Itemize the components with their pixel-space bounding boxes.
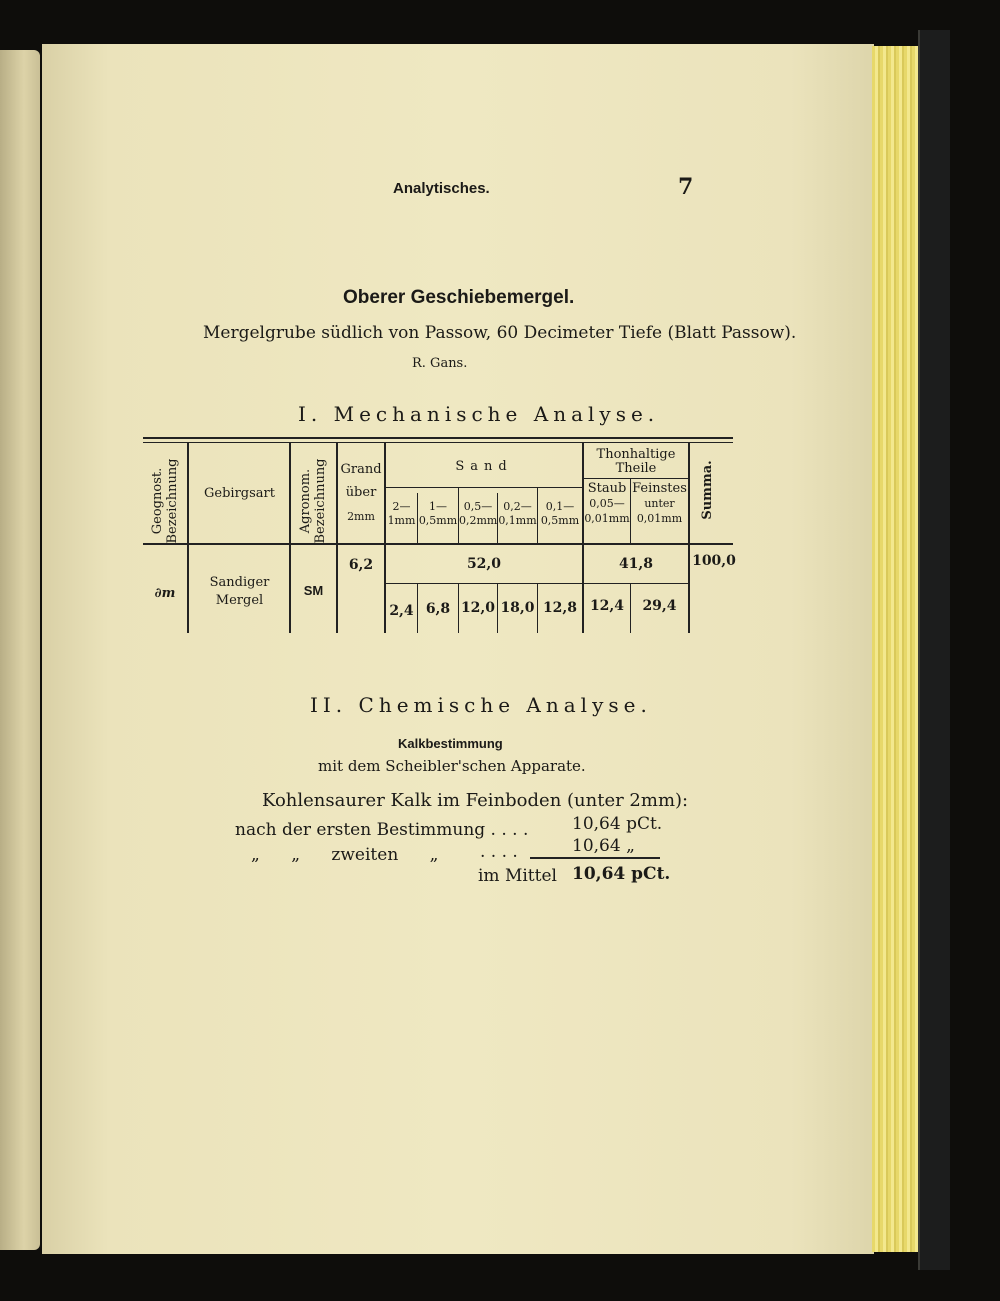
col-thon-2: Theile (615, 461, 657, 476)
sand-sub-5b: 0,5mm (540, 514, 580, 527)
sand-sub-1b: 1mm (387, 514, 416, 527)
section-chemische: II. Chemische Analyse. (310, 693, 652, 717)
sand-sub-1a: 2— (392, 500, 411, 513)
sand-sub-2b: 0,5mm (418, 514, 458, 527)
sand-sub-2a: 1— (429, 500, 447, 513)
left-page-edge (0, 50, 40, 1250)
col-gebirgsart: Gebirgsart (204, 486, 275, 501)
mean-label: im Mittel (478, 866, 557, 886)
sand-sub-4a: 0,2— (503, 500, 532, 513)
feinstes-1: Feinstes (632, 481, 687, 496)
sand-sub-4b: 0,1mm (498, 514, 537, 527)
sand-value-5: 12,8 (542, 600, 578, 616)
staub-3: 0,01mm (584, 512, 630, 525)
line2-label: „ „ zweiten „ (251, 845, 439, 865)
kalk-intro: Kohlensaurer Kalk im Feinboden (unter 2mm): (262, 790, 689, 811)
col-grand-2: über (345, 485, 377, 500)
line1-label: nach der ersten Bestimmung . . . . (235, 820, 529, 840)
row-agronom: SM (303, 583, 324, 598)
sand-sub-3b: 0,2mm (459, 514, 498, 527)
col-sand: Sand (455, 459, 513, 474)
subtitle: Mergelgrube südlich von Passow, 60 Decimeter Tiefe (Blatt Passow). (203, 323, 797, 343)
book-cover (918, 30, 950, 1270)
page-title: Oberer Geschiebemergel. (343, 287, 575, 308)
kalk-heading: Kalkbestimmung (398, 736, 503, 751)
running-title: Analytisches. (393, 180, 490, 197)
line2-value: 10,64 „ (572, 836, 635, 856)
row-gebirgsart-1: Sandiger (209, 575, 270, 590)
staub-1: Staub (587, 481, 627, 496)
staub-2: 0,05— (589, 497, 625, 510)
section-mechanische: I. Mechanische Analyse. (298, 402, 660, 426)
author: R. Gans. (412, 356, 468, 371)
col-summa: Summa. (700, 460, 715, 520)
row-geognost: ∂m (154, 586, 176, 601)
sand-value-3: 12,0 (460, 600, 496, 616)
row-gebirgsart-2: Mergel (215, 593, 264, 608)
mean-value: 10,64 pCt. (572, 864, 671, 884)
col-thon-1: Thonhaltige (596, 447, 676, 462)
feinstes-3: 0,01mm (636, 512, 683, 525)
kalk-subheading: mit dem Scheibler'schen Apparate. (318, 757, 586, 775)
thon-value-2: 29,4 (642, 598, 677, 614)
page-number: 7 (678, 174, 694, 200)
thon-value-1: 12,4 (589, 598, 625, 614)
sand-value-1: 2,4 (389, 603, 414, 619)
col-agronom: Agronom. Bezeichnung (298, 458, 328, 544)
col-grand-1: Grand (340, 462, 382, 477)
sand-sub-5a: 0,1— (545, 500, 575, 513)
sand-sub-3a: 0,5— (463, 500, 493, 513)
row-thon-total: 41,8 (618, 556, 654, 572)
row-summa: 100,0 (692, 553, 736, 569)
book-page (42, 44, 874, 1254)
col-grand-3: 2mm (347, 510, 375, 523)
sand-value-4: 18,0 (500, 600, 535, 616)
col-geognost: Geognost. Bezeichnung (150, 458, 180, 544)
page-edges (872, 46, 918, 1252)
sand-value-2: 6,8 (425, 601, 451, 617)
feinstes-2: unter (644, 497, 675, 510)
row-sand-total: 52,0 (466, 556, 502, 572)
line1-value: 10,64 pCt. (572, 814, 663, 834)
sum-rule (530, 857, 660, 859)
row-grand: 6,2 (348, 557, 374, 573)
line2-dots: . . . . (480, 842, 518, 862)
